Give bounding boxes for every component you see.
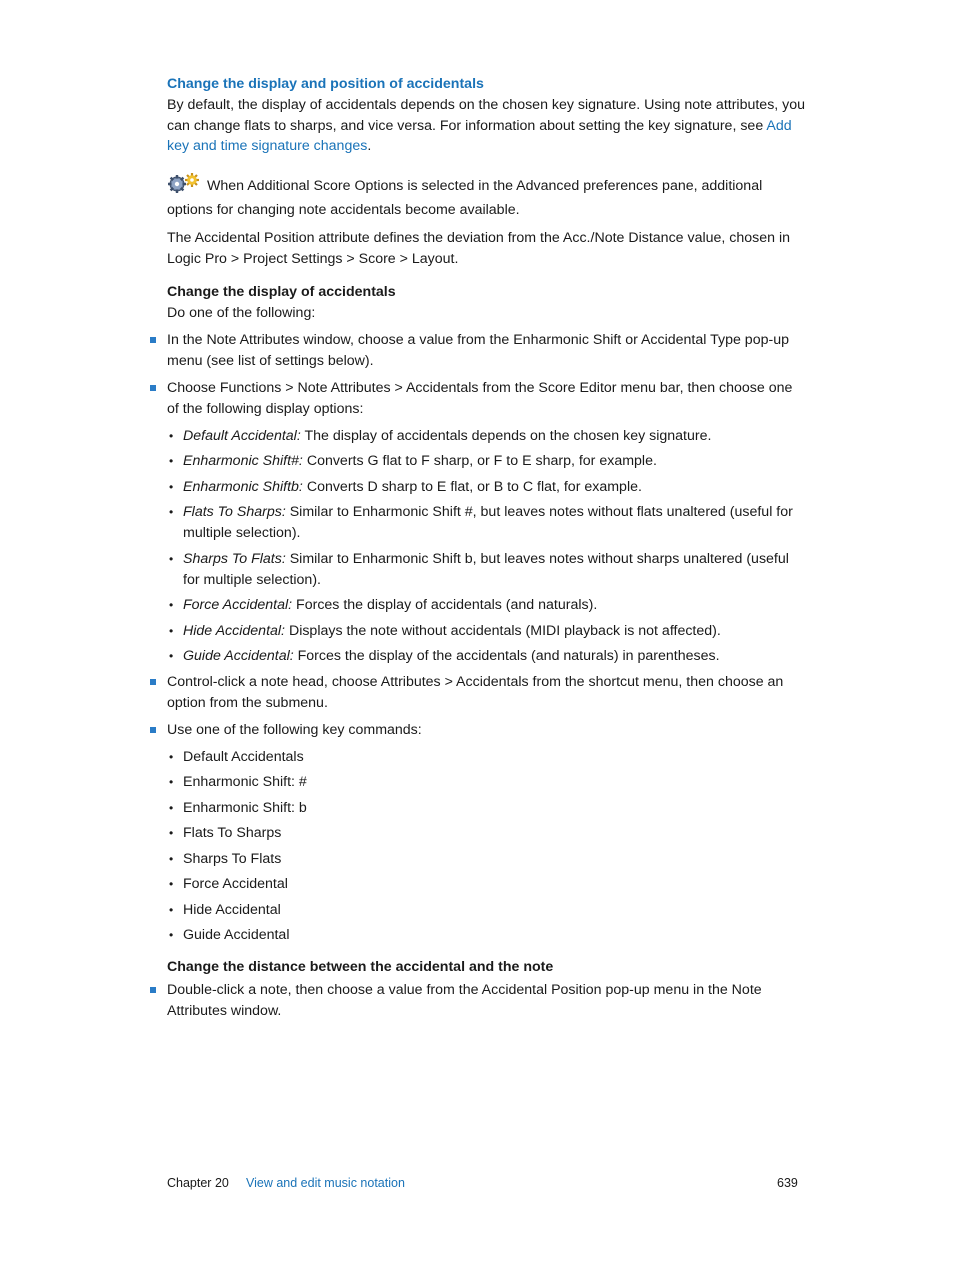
bullet-marker: [150, 987, 156, 993]
sub-bullet-dot: •: [169, 649, 174, 663]
bullet-marker: [150, 679, 156, 685]
option-term: Force Accidental:: [183, 597, 293, 613]
sub-bullet-dot: •: [169, 750, 174, 764]
option-item: [183, 549, 803, 590]
task-title-display: Change the display of accidentals: [167, 284, 396, 300]
option-item: [183, 646, 803, 667]
list-item: In the Note Attributes window, choose a value from the Enharmonic Shift or Accidental Type pop-up menu (see list of settings below).: [167, 332, 789, 369]
intro-text: By default, the display of accidentals depends on the chosen key signature. Using note attributes, you can change flats to sharps, and vice versa. For information about setting the key signature, see: [167, 97, 806, 134]
intro-end: .: [367, 138, 372, 154]
list-item: Choose Functions > Note Attributes > Accidentals from the Score Editor menu bar, then choose one of the following display options:: [167, 380, 793, 417]
option-term: Enharmonic Shiftb:: [183, 479, 303, 495]
option-desc: Forces the display of the accidentals (and naturals) in parentheses.: [293, 648, 720, 664]
sub-bullet-dot: •: [169, 852, 174, 866]
list-item: Control-click a note head, choose Attributes > Accidentals from the shortcut menu, then choose an option from the submenu.: [167, 674, 784, 711]
bullet-marker: [150, 385, 156, 391]
option-desc: Similar to Enharmonic Shift b, but leaves notes without sharps unaltered (useful for multiple selection).: [183, 551, 789, 588]
option-item: [183, 451, 803, 472]
option-item: [183, 502, 803, 543]
option-desc: The display of accidentals depends on the chosen key signature.: [300, 428, 712, 444]
key-command-item: Hide Accidental: [183, 902, 281, 918]
footer-page-number: 639: [777, 1176, 798, 1190]
option-desc: Forces the display of accidentals (and naturals).: [292, 597, 598, 613]
sub-bullet-dot: •: [169, 775, 174, 789]
key-command-item: Enharmonic Shift: #: [183, 774, 307, 790]
option-term: Sharps To Flats:: [183, 551, 286, 567]
option-term: Enharmonic Shift#:: [183, 453, 303, 469]
key-command-item: Enharmonic Shift: b: [183, 800, 307, 816]
sub-bullet-dot: •: [169, 429, 174, 443]
option-desc: Converts D sharp to E flat, or B to C flat, for example.: [302, 479, 642, 495]
key-command-item: Guide Accidental: [183, 927, 290, 943]
option-desc: Converts G flat to F sharp, or F to E sharp, for example.: [302, 453, 657, 469]
section-title: Change the display and position of accidentals: [167, 76, 484, 92]
sub-bullet-dot: •: [169, 480, 174, 494]
option-term: Default Accidental:: [183, 428, 301, 444]
task-lead: Do one of the following:: [167, 305, 316, 321]
sub-bullet-dot: •: [169, 877, 174, 891]
option-item: [183, 595, 803, 616]
option-desc: Displays the note without accidentals (MIDI playback is not affected).: [285, 623, 721, 639]
advanced-gears-icon: [167, 173, 203, 200]
sub-bullet-dot: •: [169, 454, 174, 468]
option-item: [183, 621, 803, 642]
sub-bullet-dot: •: [169, 826, 174, 840]
footer-chapter-label: Chapter 20: [167, 1176, 229, 1190]
option-term: Hide Accidental:: [183, 623, 285, 639]
intro-paragraph: [167, 95, 807, 157]
list-item: Use one of the following key commands:: [167, 722, 422, 738]
sub-bullet-dot: •: [169, 552, 174, 566]
option-item: [183, 477, 803, 498]
footer-chapter-link[interactable]: View and edit music notation: [246, 1176, 405, 1190]
sub-bullet-dot: •: [169, 598, 174, 612]
bullet-marker: [150, 727, 156, 733]
advanced-note-paragraph: [167, 173, 807, 220]
sub-bullet-dot: •: [169, 903, 174, 917]
sub-bullet-dot: •: [169, 928, 174, 942]
position-paragraph: The Accidental Position attribute defines the deviation from the Acc./Note Distance value, chosen in Logic Pro > Project Settings > Score > Layout.: [167, 230, 791, 267]
key-command-item: Sharps To Flats: [183, 851, 282, 867]
option-term: Flats To Sharps:: [183, 504, 286, 520]
bullet-marker: [150, 337, 156, 343]
key-command-item: Default Accidentals: [183, 749, 304, 765]
sub-bullet-dot: •: [169, 624, 174, 638]
sub-bullet-dot: •: [169, 801, 174, 815]
advanced-note-text: When Additional Score Options is selected in the Advanced preferences pane, additional options for changing note accidentals become available.: [167, 178, 763, 218]
task-title-distance: Change the distance between the accidental and the note: [167, 959, 554, 975]
key-command-item: Force Accidental: [183, 876, 288, 892]
key-time-signature-link[interactable]: Add key and time signature changes: [167, 117, 792, 154]
option-item: [183, 426, 803, 447]
sub-bullet-dot: •: [169, 505, 174, 519]
option-desc: Similar to Enharmonic Shift #, but leaves notes without flats unaltered (useful for multiple selection).: [183, 504, 793, 541]
option-term: Guide Accidental:: [183, 648, 294, 664]
key-command-item: Flats To Sharps: [183, 825, 282, 841]
list-item: Double-click a note, then choose a value from the Accidental Position pop-up menu in the Note Attributes window.: [167, 982, 762, 1019]
